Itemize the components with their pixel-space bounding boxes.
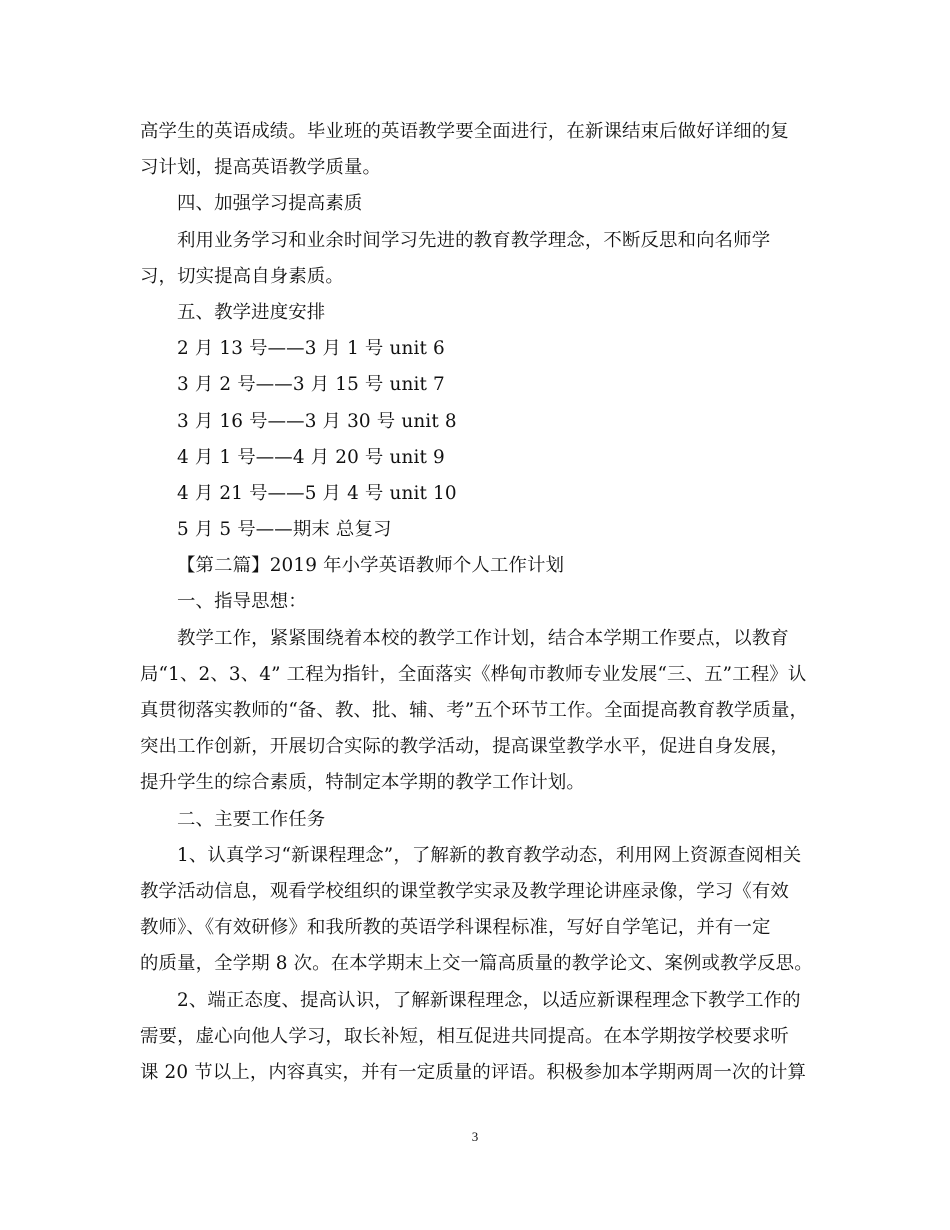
paragraph-line: 2、端正态度、提高认识，了解新课程理念，以适应新课程理念下教学工作的	[177, 989, 801, 1011]
section-heading: 四、加强学习提高素质	[177, 193, 363, 215]
paragraph-line: 需要，虚心向他人学习，取长补短，相互促进共同提高。在本学期按学校要求听	[140, 1025, 789, 1047]
document-body	[140, 114, 813, 1091]
paragraph-line: 教学活动信息，观看学校组织的课堂教学实录及教学理论讲座录像，学习《有效	[140, 880, 789, 902]
section-heading: 一、指导思想：	[177, 591, 307, 613]
paragraph-line: 突出工作创新，开展切合实际的教学活动，提高课堂教学水平，促进自身发展，	[140, 736, 789, 758]
schedule-item: 5 月 5 号——期末 总复习	[177, 519, 392, 541]
paragraph-line: 习计划，提高英语教学质量。	[140, 157, 382, 179]
schedule-item: 3 月 16 号——3 月 30 号 unit 8	[177, 410, 457, 432]
paragraph-line: 习，切实提高自身素质。	[140, 265, 344, 287]
paragraph-line: 利用业务学习和业余时间学习先进的教育教学理念，不断反思和向名师学	[177, 229, 771, 251]
schedule-item: 4 月 21 号——5 月 4 号 unit 10	[177, 482, 457, 504]
section-heading: 二、主要工作任务	[177, 808, 326, 830]
page-number: 3	[471, 1129, 479, 1144]
paragraph-line: 教学工作，紧紧围绕着本校的教学工作计划，结合本学期工作要点，以教育	[177, 627, 789, 649]
paragraph-line: 提升学生的综合素质，特制定本学期的教学工作计划。	[140, 772, 585, 794]
paragraph-line: 1、认真学习“新课程理念”，了解新的教育教学动态，利用网上资源查阅相关	[177, 844, 802, 866]
schedule-item: 2 月 13 号——3 月 1 号 unit 6	[177, 338, 445, 360]
schedule-item: 4 月 1 号——4 月 20 号 unit 9	[177, 446, 445, 468]
paragraph-line: 的质量，全学期 8 次。在本学期末上交一篇高质量的教学论文、案例或教学反思。	[140, 953, 813, 975]
paragraph-line: 课 20 节以上，内容真实，并有一定质量的评语。积极参加本学期两周一次的计算	[140, 1061, 807, 1083]
paragraph-line: 高学生的英语成绩。毕业班的英语教学要全面进行，在新课结束后做好详细的复	[140, 121, 789, 142]
section-heading: 五、教学进度安排	[177, 301, 326, 323]
paragraph-line: 教师》、《有效研修》和我所教的英语学科课程标准，写好自学笔记，并有一定	[140, 917, 771, 939]
article-title: 【第二篇】2019 年小学英语教师个人工作计划	[177, 555, 565, 577]
paragraph-line: 局“1、2、3、4” 工程为指针，全面落实《桦甸市教师专业发展“三、五”工程》认	[140, 663, 807, 685]
schedule-item: 3 月 2 号——3 月 15 号 unit 7	[177, 374, 445, 396]
paragraph-line: 真贯彻落实教师的“备、教、批、辅、考”五个环节工作。全面提高教育教学质量，	[140, 700, 809, 721]
